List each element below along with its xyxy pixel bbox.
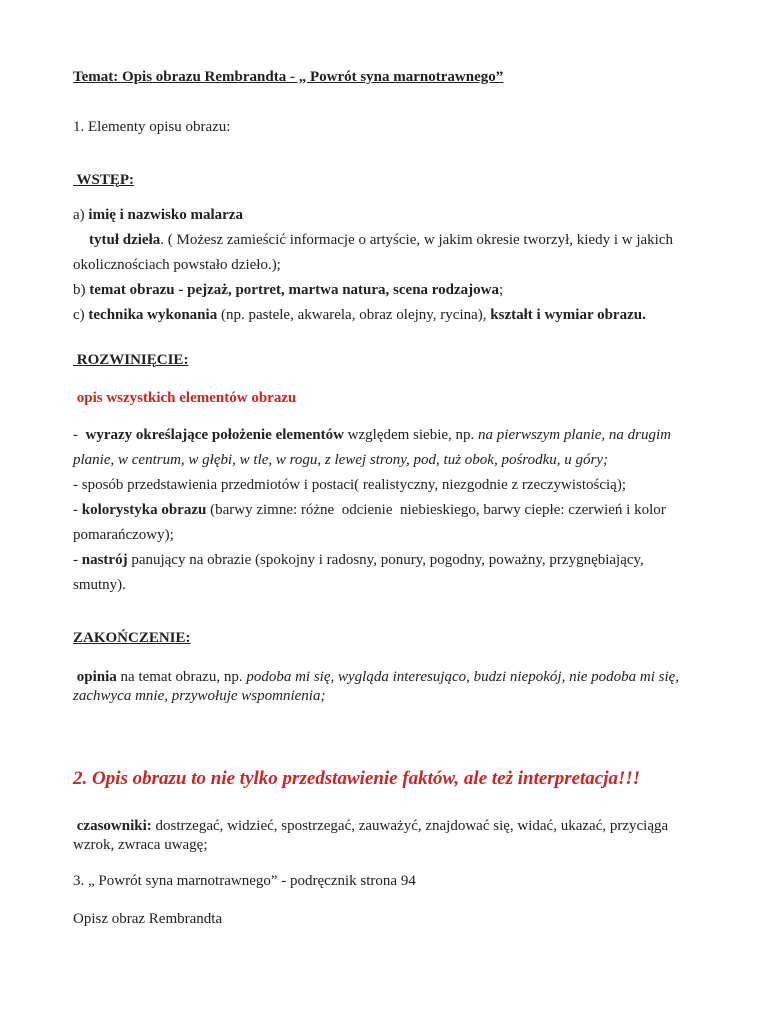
task-line: Opisz obraz Rembrandta	[73, 911, 223, 927]
intro-item-b-rest: ;	[499, 282, 504, 298]
development-item-3-bold: kolorystyka obrazu	[81, 502, 207, 518]
intro-title-rest: . ( Możesz zamieścić informacje o artyście, w jakim okresie tworzył, kiedy i w jakich	[160, 232, 673, 248]
development-item-3-prefix: -	[73, 502, 82, 518]
intro-title-continuation: okolicznościach powstało dzieło.);	[73, 257, 281, 273]
development-item-1-italic: na pierwszym planie, na drugim	[478, 427, 671, 443]
intro-heading-text: WSTĘP:	[73, 172, 134, 188]
development-subheading-text: opis wszystkich elementów obrazu	[73, 390, 297, 406]
section-2-heading	[73, 765, 703, 794]
intro-item-b-prefix: b)	[73, 282, 90, 298]
development-item-3-continuation: pomarańczowy);	[73, 527, 174, 543]
intro-item-c	[73, 303, 703, 328]
verbs-line	[73, 817, 693, 855]
development-item-3-rest: (barwy zimne: różne odcienie niebieskiego, barwy ciepłe: czerwień i kolor	[206, 502, 666, 518]
section-3-heading: 3. „ Powrót syna marnotrawnego” - podręcznik strona 94	[73, 873, 416, 889]
ending-heading-text: ZAKOŃCZENIE:	[73, 630, 191, 646]
ending-opinion-italic: podoba mi się, wygląda interesująco, budzi niepokój, nie podoba mi się, zachwyca mnie, przywołuje wspomnienia;	[73, 669, 680, 704]
intro-item-a-prefix: a)	[73, 207, 89, 223]
verbs-rest: dostrzegać, widzieć, spostrzegać, zauważyć, znajdować się, widać, ukazać, przyciąga wzrok, zwraca uwagę;	[73, 818, 669, 853]
section-2-heading-text: 2. Opis obrazu to nie tylko przedstawienie faktów, ale też interpretacja!!!	[73, 768, 641, 789]
development-item-4-rest: panujący na obrazie (spokojny i radosny, ponury, pogodny, poważny, przygnębiający,	[127, 552, 644, 568]
intro-title-bold: tytuł dzieła	[89, 232, 161, 248]
ending-opinion-mid: na temat obrazu, np.	[116, 669, 247, 685]
development-item-4-prefix: -	[73, 552, 82, 568]
ending-heading	[73, 626, 703, 651]
development-item-4-bold: nastrój	[81, 552, 128, 568]
development-item-1-continuation	[73, 448, 703, 473]
intro-item-a-bold: imię i nazwisko malarza	[88, 207, 243, 223]
verbs-bold: czasowniki:	[73, 818, 152, 834]
development-item-2: - sposób przedstawienia przedmiotów i postaci( realistyczny, niezgodnie z rzeczywistością);	[73, 477, 626, 493]
development-item-1-bold: wyrazy określające położenie elementów	[85, 427, 344, 443]
development-item-1-prefix: -	[73, 427, 86, 443]
development-item-3	[73, 498, 703, 523]
intro-item-c-mid: (np. pastele, akwarela, obraz olejny, rycina),	[217, 307, 491, 323]
development-item-1-cont-text: planie, w centrum, w głębi, w tle, w rogu, z lewej strony, pod, tuż obok, pośrodku, u góry;	[73, 452, 608, 468]
document-title	[73, 65, 703, 90]
intro-title-line	[89, 228, 703, 253]
intro-item-b-bold: temat obrazu - pejzaż, portret, martwa natura, scena rodzajowa	[89, 282, 500, 298]
development-heading	[73, 348, 703, 373]
development-heading-text: ROZWINIĘCIE:	[73, 352, 189, 368]
intro-item-c-prefix: c)	[73, 307, 89, 323]
development-item-1	[73, 423, 703, 448]
ending-opinion	[73, 668, 688, 706]
intro-item-c-bold: technika wykonania	[88, 307, 218, 323]
ending-opinion-bold: opinia	[73, 669, 117, 685]
development-item-4-continuation: smutny).	[73, 577, 126, 593]
section-1-heading: 1. Elementy opisu obrazu:	[73, 119, 231, 135]
title-text: Temat: Opis obrazu Rembrandta - „ Powrót syna marnotrawnego”	[73, 69, 504, 85]
development-subheading	[73, 386, 703, 411]
development-item-4	[73, 548, 703, 573]
intro-item-a	[73, 203, 703, 228]
development-item-1-mid: względem siebie, np.	[343, 427, 479, 443]
intro-item-c-bold-2: kształt i wymiar obrazu.	[490, 307, 646, 323]
intro-item-b	[73, 278, 703, 303]
intro-heading	[73, 168, 703, 193]
